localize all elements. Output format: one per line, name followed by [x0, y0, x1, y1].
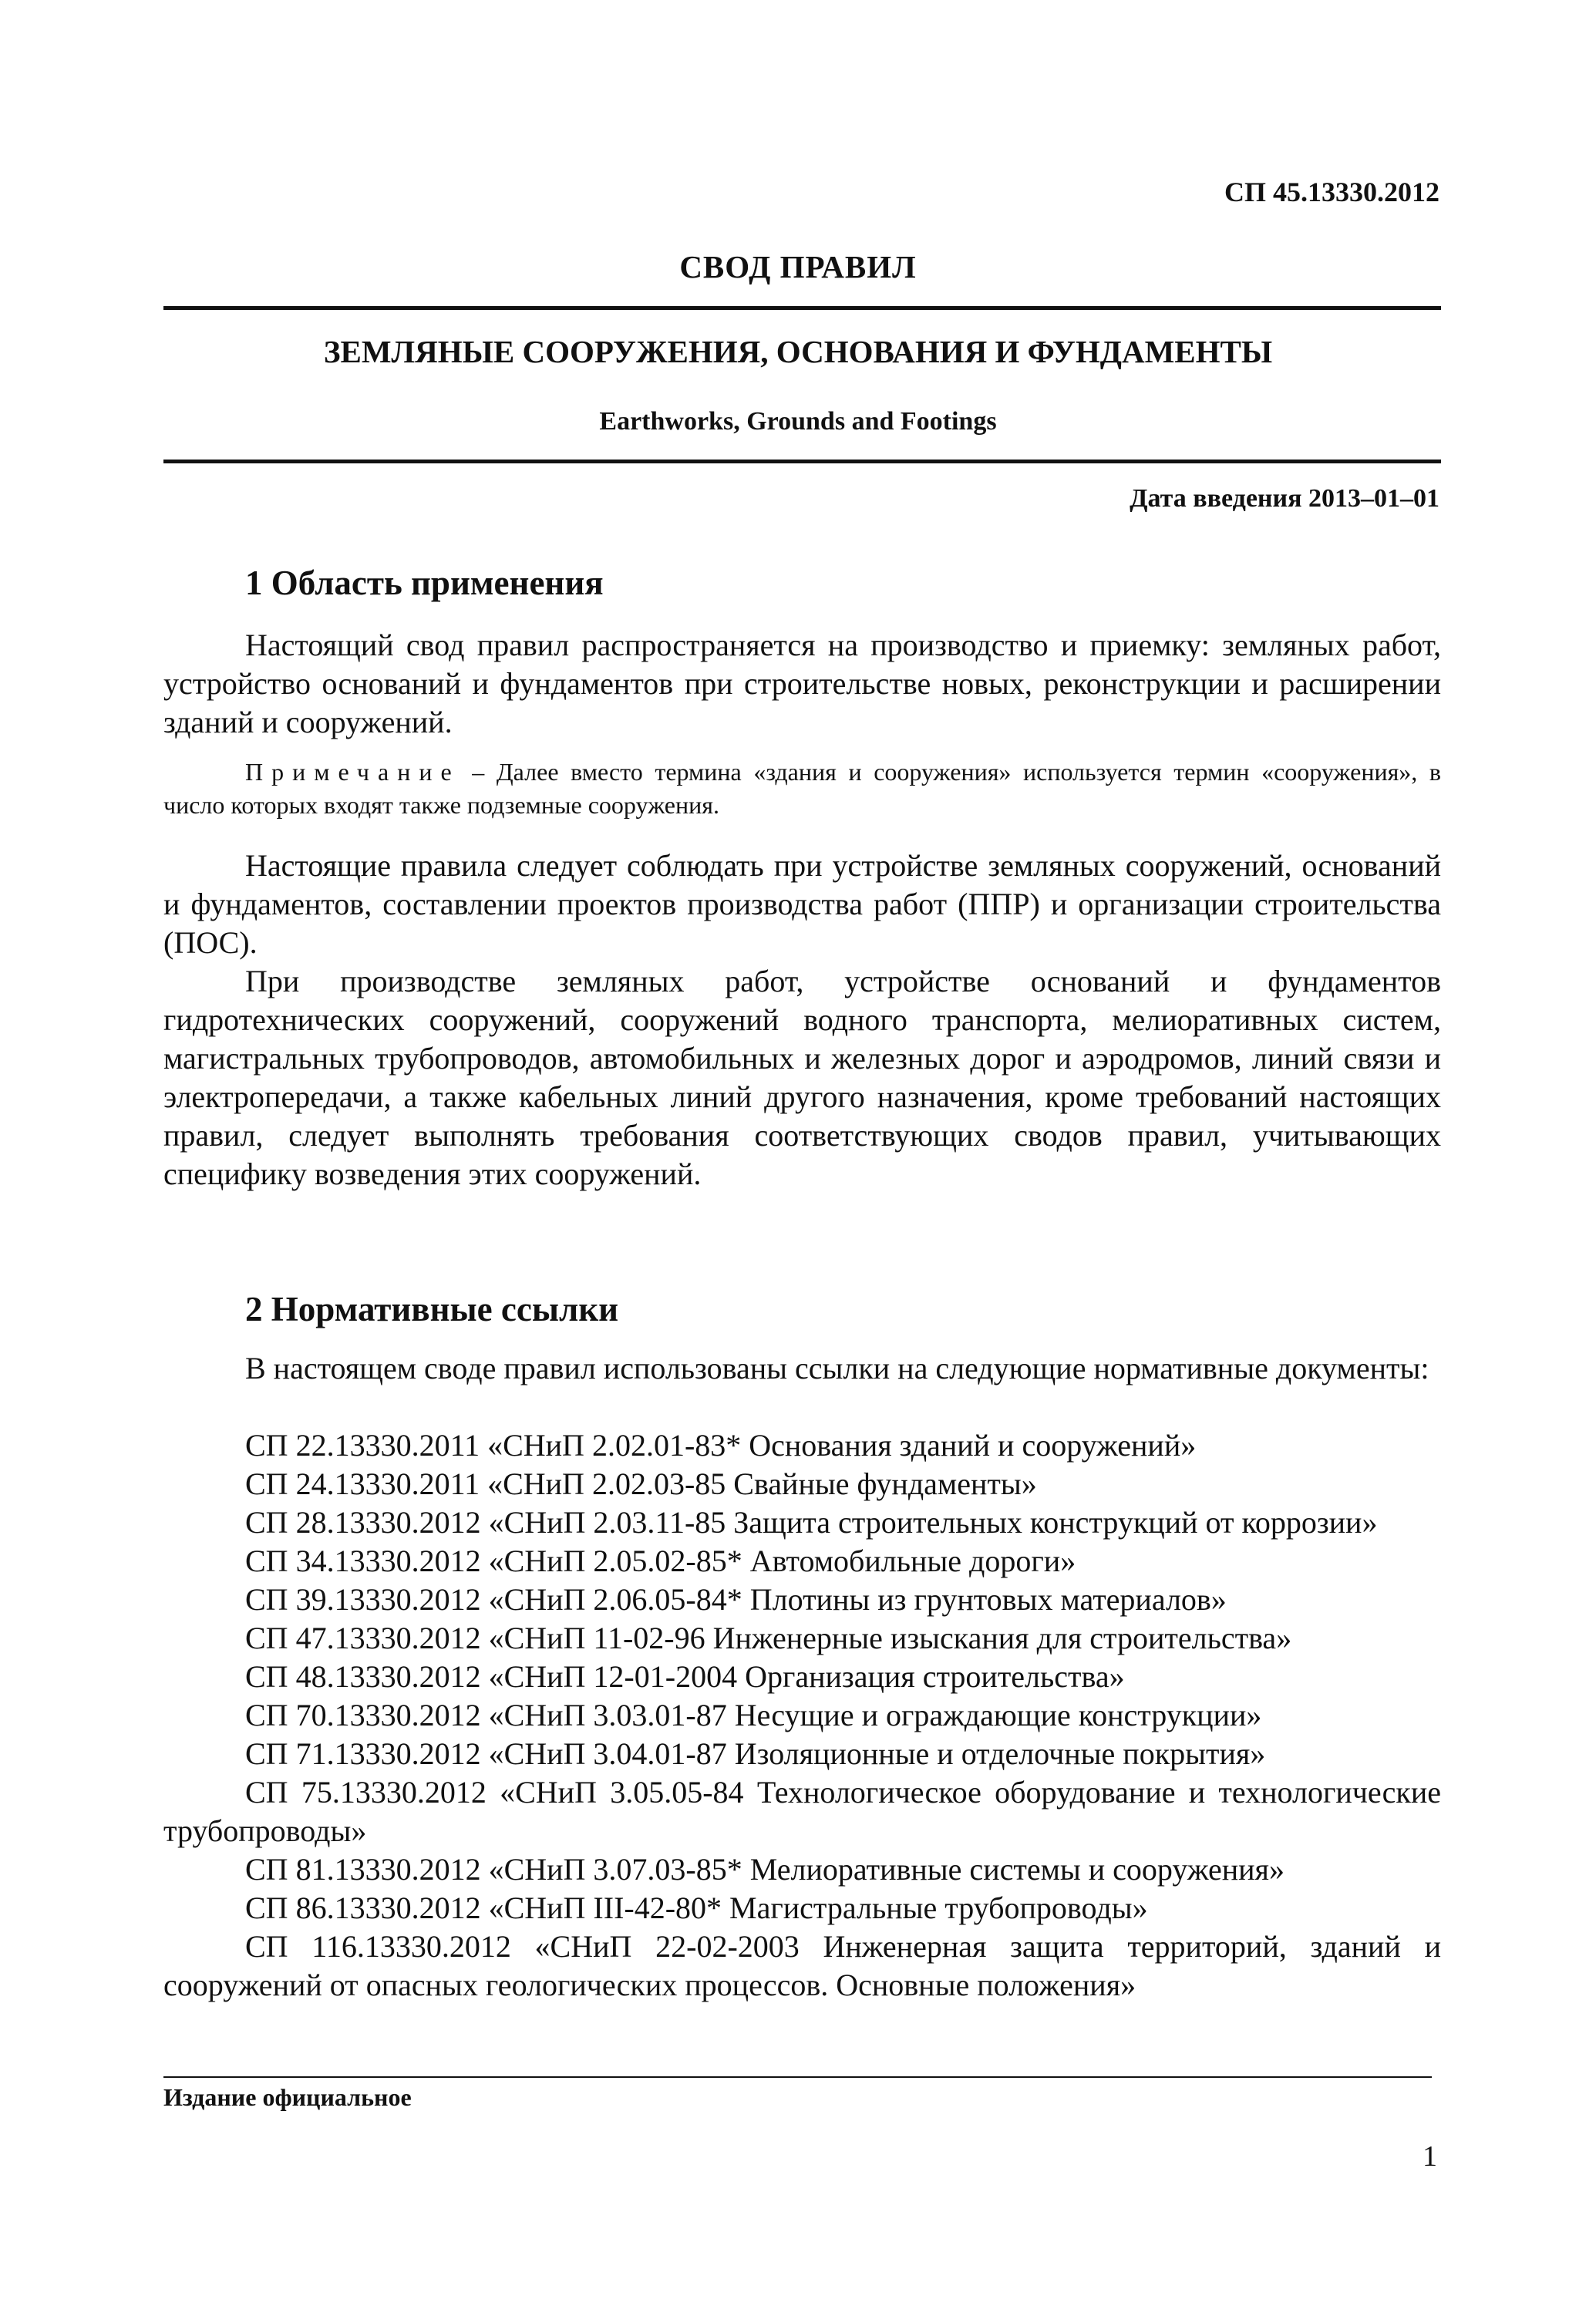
document-subject: ЗЕМЛЯНЫЕ СООРУЖЕНИЯ, ОСНОВАНИЯ И ФУНДАМЕНТЫ [323, 334, 1273, 369]
document-subject-english: Earthworks, Grounds and Footings [599, 407, 997, 436]
reference-item: СП 48.13330.2012 «СНиП 12-01-2004 Организация строительства» [245, 1659, 1125, 1694]
section-1-paragraph-3: При производстве земляных работ, устройстве оснований и фундаментов гидротехнических сооружений, сооружений водного транспорта, мелиоративных систем, магистральных трубопроводов, автомобильных и железных дорог и аэродромов, линий связи и электропередачи, а также кабельных линий другого назначения, кроме требований настоящих правил, следует выполнять требования соответствующих сводов правил, учитывающих специфику возведения этих сооружений. [163, 964, 1441, 1191]
reference-item: СП 28.13330.2012 «СНиП 2.03.11-85 Защита строительных конструкций от коррозии» [245, 1505, 1378, 1540]
reference-item: СП 81.13330.2012 «СНиП 3.07.03-85* Мелиоративные системы и сооружения» [245, 1852, 1285, 1887]
section-1-paragraph-1: Настоящий свод правил распространяется на производство и приемку: земляных работ, устройство оснований и фундаментов при строительстве новых, реконструкции и расширении зданий и сооружений. [163, 628, 1441, 739]
note-text: – Далее вместо термина «здания и сооружения» используется термин «сооружения», в число которых входят также подземные сооружения. [163, 758, 1442, 819]
page-number: 1 [1423, 2140, 1437, 2173]
document-code: СП 45.13330.2012 [1224, 177, 1439, 207]
section-2-heading: 2 Нормативные ссылки [245, 1290, 619, 1328]
reference-item: СП 24.13330.2011 «СНиП 2.02.03-85 Свайные фундаменты» [245, 1466, 1037, 1501]
note-label: Примечание [245, 758, 460, 786]
section-1-heading: 1 Область применения [245, 564, 604, 602]
section-1-paragraph-2: Настоящие правила следует соблюдать при устройстве земляных сооружений, оснований и фундаментов, составлении проектов производства работ (ППР) и организации строительства (ПОС). [163, 848, 1441, 960]
header-divider-top [163, 306, 1441, 310]
footer-divider [163, 2076, 1432, 2078]
reference-item: СП 75.13330.2012 «СНиП 3.05.05-84 Технологическое оборудование и технологические трубопроводы» [163, 1775, 1441, 1848]
reference-item: СП 39.13330.2012 «СНиП 2.06.05-84* Плотины из грунтовых материалов» [245, 1582, 1227, 1617]
edition-label: Издание официальное [163, 2083, 412, 2111]
references-list [163, 1426, 1441, 2005]
section-1-note [163, 756, 1441, 822]
section-2-intro: В настоящем своде правил использованы ссылки на следующие нормативные документы: [245, 1351, 1429, 1385]
reference-item: СП 116.13330.2012 «СНиП 22-02-2003 Инженерная защита территорий, зданий и сооружений от опасных геологических процессов. Основные положения» [163, 1929, 1441, 2002]
reference-item: СП 71.13330.2012 «СНиП 3.04.01-87 Изоляционные и отделочные покрытия» [245, 1736, 1266, 1771]
reference-item: СП 22.13330.2011 «СНиП 2.02.01-83* Основания зданий и сооружений» [245, 1428, 1197, 1463]
reference-item: СП 47.13330.2012 «СНиП 11-02-96 Инженерные изыскания для строительства» [245, 1621, 1292, 1655]
introduction-date: Дата введения 2013–01–01 [1130, 484, 1439, 513]
header-divider-bottom [163, 460, 1441, 463]
reference-item: СП 34.13330.2012 «СНиП 2.05.02-85* Автомобильные дороги» [245, 1544, 1076, 1578]
reference-item: СП 86.13330.2012 «СНиП III-42-80* Магистральные трубопроводы» [245, 1890, 1148, 1925]
code-title: СВОД ПРАВИЛ [679, 249, 917, 284]
reference-item: СП 70.13330.2012 «СНиП 3.03.01-87 Несущие и ограждающие конструкции» [245, 1698, 1262, 1732]
